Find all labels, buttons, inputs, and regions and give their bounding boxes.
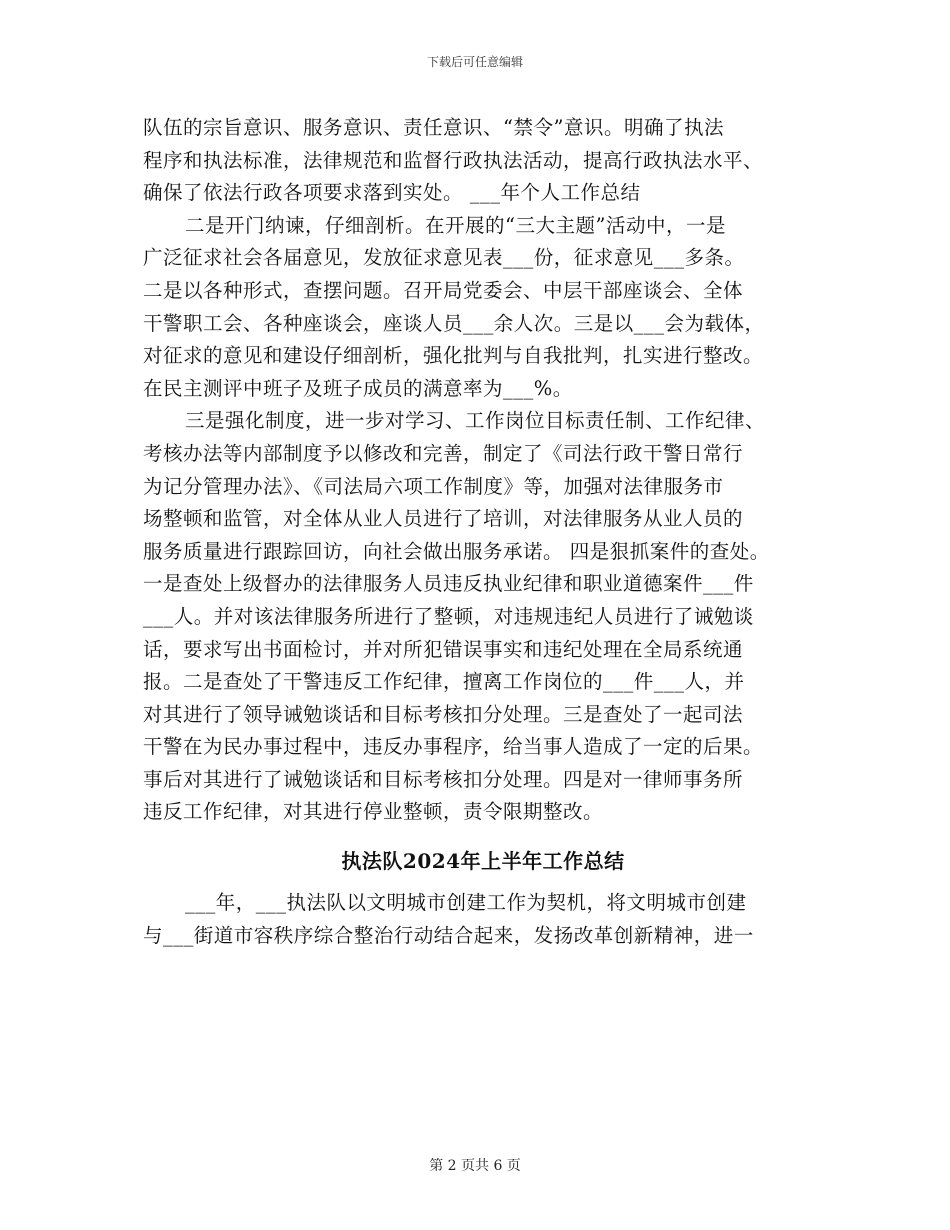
text-line: 报。二是查处了干警违反工作纪律，擅离工作岗位的___件___人，并 (143, 670, 745, 694)
text-line: 违反工作纪律，对其进行停业整顿，责令限期整改。 (143, 800, 604, 824)
text-line: 干警职工会、各种座谈会，座谈人员___余人次。三是以___会为载体， (143, 311, 765, 335)
section-title: 执法队2024年上半年工作总结 (341, 849, 625, 874)
paragraph (143, 887, 823, 952)
text-line: 事后对其进行了诫勉谈话和目标考核扣分处理。四是对一律师事务所 (143, 767, 744, 791)
text-line: 确保了依法行政各项要求落到实处。 ___年个人工作总结 (143, 181, 641, 205)
text-line: 程序和执法标准，法律规范和监督行政执法活动，提高行政执法水平、 (143, 148, 764, 172)
text-line: 二是以各种形式，查摆问题。召开局党委会、中层干部座谈会、全体 (143, 278, 744, 302)
text-line: ___人。并对该法律服务所进行了整顿，对违规违纪人员进行了诫勉谈 (143, 604, 754, 628)
page-header: 下载后可任意编辑 (426, 55, 523, 69)
paragraph (143, 112, 823, 210)
text-line: 与___街道市容秩序综合整治行动结合起来，发扬改革创新精神，进一 (143, 923, 754, 947)
text-line: 三是强化制度，进一步对学习、工作岗位目标责任制、工作纪律、 (185, 409, 766, 433)
text-line: 二是开门纳谏，仔细剖析。在开展的“三大主题”活动中，一是 (185, 213, 726, 237)
text-line: 话，要求写出书面检讨，并对所犯错误事实和违纪处理在全局系统通 (143, 637, 744, 661)
text-line: ___年，___执法队以文明城市创建工作为契机，将文明城市创建 (185, 891, 747, 915)
text-line: 广泛征求社会各届意见，发放征求意见表___份，征求意见___多条。 (143, 246, 745, 270)
text-line: 场整顿和监管，对全体从业人员进行了培训，对法律服务从业人员的 (143, 507, 744, 531)
page-number-footer: 第 2 页共 6 页 (429, 1158, 521, 1174)
document-body (143, 112, 823, 952)
text-line: 队伍的宗旨意识、服务意识、责任意识、“禁令”意识。明确了执法 (143, 116, 724, 139)
text-line: 服务质量进行跟踪回访，向社会做出服务承诺。 四是狠抓案件的查处。 (143, 539, 770, 563)
text-line: 对其进行了领导诫勉谈话和目标考核扣分处理。三是查处了一起司法 (143, 702, 744, 726)
text-line: 一是查处上级督办的法律服务人员违反执业纪律和职业道德案件___件 (143, 572, 754, 596)
text-line: 干警在为民办事过程中，违反办事程序，给当事人造成了一定的后果。 (143, 735, 764, 759)
text-line: 在民主测评中班子及班子成员的满意率为___%。 (143, 376, 573, 400)
text-line: 对征求的意见和建设仔细剖析，强化批判与自我批判，扎实进行整改。 (143, 344, 764, 368)
text-line: 为记分管理办法》、《司法局六项工作制度》等，加强对法律服务市 (143, 474, 724, 498)
text-line: 考核办法等内部制度予以修改和完善，制定了《司法行政干警日常行 (143, 441, 744, 465)
paragraph (143, 210, 823, 406)
paragraph (143, 405, 823, 829)
